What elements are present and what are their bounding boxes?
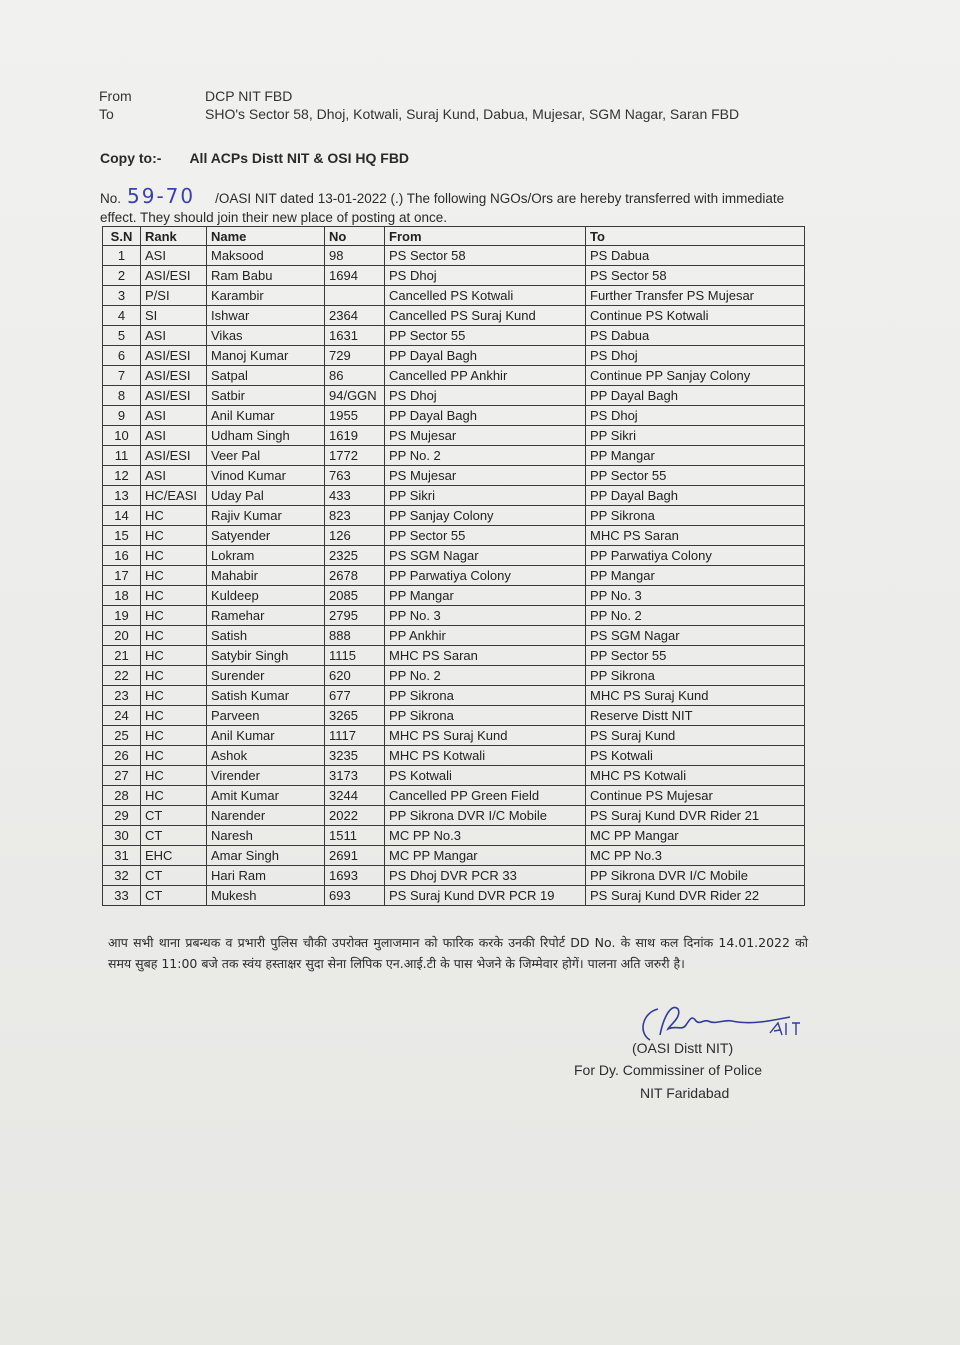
cell-name: Parveen bbox=[207, 706, 325, 726]
table-row bbox=[103, 826, 805, 846]
cell-from: Cancelled PS Kotwali bbox=[385, 286, 586, 306]
cell-no: 2022 bbox=[325, 806, 385, 826]
cell-to: Reserve Distt NIT bbox=[586, 706, 805, 726]
col-header-rank: Rank bbox=[141, 227, 207, 246]
cell-to: PS Suraj Kund bbox=[586, 726, 805, 746]
cell-from: PS Sector 58 bbox=[385, 246, 586, 266]
cell-from: PP No. 2 bbox=[385, 446, 586, 466]
table-row bbox=[103, 586, 805, 606]
cell-sn: 31 bbox=[103, 846, 141, 866]
cell-name: Satpal bbox=[207, 366, 325, 386]
cell-no: 3265 bbox=[325, 706, 385, 726]
copy-label: Copy to:- bbox=[100, 150, 162, 166]
cell-rank: EHC bbox=[141, 846, 207, 866]
from-line bbox=[99, 88, 292, 104]
cell-sn: 33 bbox=[103, 886, 141, 906]
cell-no: 94/GGN bbox=[325, 386, 385, 406]
cell-to: PP Sikri bbox=[586, 426, 805, 446]
cell-sn: 18 bbox=[103, 586, 141, 606]
table-row bbox=[103, 786, 805, 806]
table-row bbox=[103, 886, 805, 906]
cell-no: 1693 bbox=[325, 866, 385, 886]
col-header-no: No bbox=[325, 227, 385, 246]
ref-no-handwritten: 59-70 bbox=[127, 184, 196, 208]
cell-rank: HC bbox=[141, 666, 207, 686]
table-row bbox=[103, 286, 805, 306]
cell-to: PP Sikrona bbox=[586, 666, 805, 686]
cell-to: PP Mangar bbox=[586, 446, 805, 466]
cell-to: MHC PS Suraj Kund bbox=[586, 686, 805, 706]
cell-name: Vinod Kumar bbox=[207, 466, 325, 486]
cell-sn: 27 bbox=[103, 766, 141, 786]
cell-name: Vikas bbox=[207, 326, 325, 346]
table-row bbox=[103, 626, 805, 646]
cell-from: PS Kotwali bbox=[385, 766, 586, 786]
cell-name: Karambir bbox=[207, 286, 325, 306]
table-row bbox=[103, 866, 805, 886]
cell-sn: 19 bbox=[103, 606, 141, 626]
cell-sn: 23 bbox=[103, 686, 141, 706]
cell-to: PS Suraj Kund DVR Rider 22 bbox=[586, 886, 805, 906]
signature-office: For Dy. Commissiner of Police bbox=[574, 1062, 763, 1078]
cell-name: Ishwar bbox=[207, 306, 325, 326]
cell-no: 2795 bbox=[325, 606, 385, 626]
cell-sn: 17 bbox=[103, 566, 141, 586]
cell-from: PP Parwatiya Colony bbox=[385, 566, 586, 586]
cell-no: 2325 bbox=[325, 546, 385, 566]
cell-no: 1511 bbox=[325, 826, 385, 846]
cell-to: MHC PS Kotwali bbox=[586, 766, 805, 786]
cell-rank: HC bbox=[141, 566, 207, 586]
table-row bbox=[103, 566, 805, 586]
cell-name: Virender bbox=[207, 766, 325, 786]
cell-to: PS Kotwali bbox=[586, 746, 805, 766]
cell-no: 1694 bbox=[325, 266, 385, 286]
cell-from: PS Mujesar bbox=[385, 466, 586, 486]
cell-to: Continue PS Mujesar bbox=[586, 786, 805, 806]
cell-rank: ASI bbox=[141, 406, 207, 426]
cell-sn: 16 bbox=[103, 546, 141, 566]
cell-to: MC PP Mangar bbox=[586, 826, 805, 846]
cell-no: 2085 bbox=[325, 586, 385, 606]
cell-from: PP Mangar bbox=[385, 586, 586, 606]
table-row bbox=[103, 706, 805, 726]
cell-name: Mahabir bbox=[207, 566, 325, 586]
cell-no bbox=[325, 286, 385, 306]
cell-rank: ASI bbox=[141, 466, 207, 486]
cell-sn: 25 bbox=[103, 726, 141, 746]
cell-rank: HC bbox=[141, 506, 207, 526]
cell-no: 126 bbox=[325, 526, 385, 546]
cell-to: PP No. 2 bbox=[586, 606, 805, 626]
cell-to: PP Sikrona bbox=[586, 506, 805, 526]
table-row bbox=[103, 726, 805, 746]
cell-no: 1772 bbox=[325, 446, 385, 466]
col-header-name: Name bbox=[207, 227, 325, 246]
table-row bbox=[103, 426, 805, 446]
table-row bbox=[103, 306, 805, 326]
table-row bbox=[103, 806, 805, 826]
cell-no: 3235 bbox=[325, 746, 385, 766]
cell-rank: ASI bbox=[141, 326, 207, 346]
cell-sn: 10 bbox=[103, 426, 141, 446]
table-body bbox=[103, 246, 805, 906]
transfer-table bbox=[102, 226, 805, 906]
table-row bbox=[103, 326, 805, 346]
cell-rank: ASI/ESI bbox=[141, 366, 207, 386]
cell-no: 1115 bbox=[325, 646, 385, 666]
cell-to: PS SGM Nagar bbox=[586, 626, 805, 646]
table-row bbox=[103, 646, 805, 666]
cell-sn: 1 bbox=[103, 246, 141, 266]
cell-name: Satyender bbox=[207, 526, 325, 546]
cell-name: Uday Pal bbox=[207, 486, 325, 506]
cell-to: PS Dhoj bbox=[586, 346, 805, 366]
cell-rank: ASI/ESI bbox=[141, 346, 207, 366]
cell-rank: HC bbox=[141, 606, 207, 626]
cell-from: PP Dayal Bagh bbox=[385, 406, 586, 426]
cell-to: PP Sector 55 bbox=[586, 646, 805, 666]
cell-rank: ASI/ESI bbox=[141, 266, 207, 286]
cell-to: Further Transfer PS Mujesar bbox=[586, 286, 805, 306]
from-value: DCP NIT FBD bbox=[205, 88, 293, 104]
table-row bbox=[103, 346, 805, 366]
cell-name: Surender bbox=[207, 666, 325, 686]
cell-sn: 12 bbox=[103, 466, 141, 486]
cell-name: Ramehar bbox=[207, 606, 325, 626]
cell-to: PS Dabua bbox=[586, 246, 805, 266]
col-header-to: To bbox=[586, 227, 805, 246]
cell-from: PP Sector 55 bbox=[385, 326, 586, 346]
cell-from: Cancelled PP Ankhir bbox=[385, 366, 586, 386]
cell-to: PP Mangar bbox=[586, 566, 805, 586]
cell-name: Manoj Kumar bbox=[207, 346, 325, 366]
cell-rank: HC bbox=[141, 766, 207, 786]
table-row bbox=[103, 366, 805, 386]
cell-rank: HC bbox=[141, 646, 207, 666]
cell-rank: HC bbox=[141, 586, 207, 606]
cell-no: 729 bbox=[325, 346, 385, 366]
ref-text: /OASI NIT dated 13-01-2022 (.) The following NGOs/Ors are hereby transferred with immediate effect. They should join their new place of posting at once. bbox=[100, 191, 785, 225]
cell-rank: HC bbox=[141, 546, 207, 566]
cell-sn: 6 bbox=[103, 346, 141, 366]
cell-rank: CT bbox=[141, 806, 207, 826]
table-row bbox=[103, 526, 805, 546]
table-row bbox=[103, 466, 805, 486]
table-row bbox=[103, 486, 805, 506]
cell-from: MHC PS Suraj Kund bbox=[385, 726, 586, 746]
table-row bbox=[103, 506, 805, 526]
cell-to: Continue PP Sanjay Colony bbox=[586, 366, 805, 386]
cell-name: Kuldeep bbox=[207, 586, 325, 606]
cell-to: PS Suraj Kund DVR Rider 21 bbox=[586, 806, 805, 826]
cell-rank: HC bbox=[141, 526, 207, 546]
cell-from: PP Sikrona bbox=[385, 706, 586, 726]
cell-from: PP Dayal Bagh bbox=[385, 346, 586, 366]
table-row bbox=[103, 446, 805, 466]
cell-sn: 21 bbox=[103, 646, 141, 666]
cell-name: Naresh bbox=[207, 826, 325, 846]
order-reference bbox=[100, 184, 800, 227]
cell-rank: CT bbox=[141, 826, 207, 846]
cell-from: MC PP No.3 bbox=[385, 826, 586, 846]
instruction-hindi: आप सभी थाना प्रबन्धक व प्रभारी पुलिस चौकी उपरोक्त मुलाजमान को फारिक करके उनकी रिपोर्ट DD No. के साथ कल दिनांक 14.01.2022 को समय सुबह 11:00 बजे तक स्वंय हस्ताक्षर सुदा सेना लिपिक एन.आई.टी के पास भेजने के जिम्मेवार होगें। पालना अति जरुरी है। bbox=[108, 935, 808, 971]
cell-from: PS Dhoj bbox=[385, 386, 586, 406]
table-row bbox=[103, 606, 805, 626]
cell-sn: 11 bbox=[103, 446, 141, 466]
cell-sn: 7 bbox=[103, 366, 141, 386]
cell-no: 1631 bbox=[325, 326, 385, 346]
cell-from: MHC PS Saran bbox=[385, 646, 586, 666]
cell-no: 2678 bbox=[325, 566, 385, 586]
cell-rank: SI bbox=[141, 306, 207, 326]
cell-to: PS Dabua bbox=[586, 326, 805, 346]
cell-name: Maksood bbox=[207, 246, 325, 266]
cell-from: PS Dhoj DVR PCR 33 bbox=[385, 866, 586, 886]
cell-to: MHC PS Saran bbox=[586, 526, 805, 546]
cell-name: Satybir Singh bbox=[207, 646, 325, 666]
cell-rank: HC bbox=[141, 686, 207, 706]
from-label: From bbox=[99, 88, 132, 104]
ref-no-label: No. bbox=[100, 191, 122, 206]
cell-sn: 20 bbox=[103, 626, 141, 646]
copy-value: All ACPs Distt NIT & OSI HQ FBD bbox=[189, 150, 410, 166]
cell-to: PP Sikrona DVR I/C Mobile bbox=[586, 866, 805, 886]
cell-name: Amit Kumar bbox=[207, 786, 325, 806]
cell-to: PP Dayal Bagh bbox=[586, 386, 805, 406]
cell-sn: 32 bbox=[103, 866, 141, 886]
cell-sn: 2 bbox=[103, 266, 141, 286]
cell-rank: P/SI bbox=[141, 286, 207, 306]
copy-to-line bbox=[100, 150, 409, 166]
cell-name: Narender bbox=[207, 806, 325, 826]
cell-rank: ASI bbox=[141, 426, 207, 446]
col-header-from: From bbox=[385, 227, 586, 246]
cell-no: 823 bbox=[325, 506, 385, 526]
table-row bbox=[103, 766, 805, 786]
cell-from: PP Sector 55 bbox=[385, 526, 586, 546]
cell-name: Udham Singh bbox=[207, 426, 325, 446]
cell-sn: 22 bbox=[103, 666, 141, 686]
cell-no: 763 bbox=[325, 466, 385, 486]
table-row bbox=[103, 406, 805, 426]
cell-from: PP Sikrona bbox=[385, 686, 586, 706]
cell-no: 98 bbox=[325, 246, 385, 266]
table-row bbox=[103, 266, 805, 286]
cell-sn: 24 bbox=[103, 706, 141, 726]
table-row bbox=[103, 746, 805, 766]
cell-rank: HC bbox=[141, 626, 207, 646]
cell-sn: 30 bbox=[103, 826, 141, 846]
cell-rank: ASI/ESI bbox=[141, 446, 207, 466]
cell-no: 677 bbox=[325, 686, 385, 706]
table-row bbox=[103, 546, 805, 566]
cell-sn: 26 bbox=[103, 746, 141, 766]
signature-location: NIT Faridabad bbox=[640, 1085, 730, 1101]
cell-rank: CT bbox=[141, 866, 207, 886]
cell-no: 433 bbox=[325, 486, 385, 506]
cell-sn: 8 bbox=[103, 386, 141, 406]
table-row bbox=[103, 846, 805, 866]
cell-to: PS Sector 58 bbox=[586, 266, 805, 286]
table-row bbox=[103, 666, 805, 686]
cell-name: Ram Babu bbox=[207, 266, 325, 286]
table-row bbox=[103, 686, 805, 706]
cell-no: 1117 bbox=[325, 726, 385, 746]
signature-designation: (OASI Distt NIT) bbox=[632, 1040, 734, 1056]
cell-to: PP Dayal Bagh bbox=[586, 486, 805, 506]
cell-name: Hari Ram bbox=[207, 866, 325, 886]
table-row bbox=[103, 246, 805, 266]
cell-sn: 13 bbox=[103, 486, 141, 506]
cell-rank: HC bbox=[141, 786, 207, 806]
cell-from: PS Dhoj bbox=[385, 266, 586, 286]
cell-from: MC PP Mangar bbox=[385, 846, 586, 866]
cell-name: Rajiv Kumar bbox=[207, 506, 325, 526]
cell-to: MC PP No.3 bbox=[586, 846, 805, 866]
cell-from: Cancelled PS Suraj Kund bbox=[385, 306, 586, 326]
cell-name: Anil Kumar bbox=[207, 726, 325, 746]
cell-from: Cancelled PP Green Field bbox=[385, 786, 586, 806]
cell-name: Mukesh bbox=[207, 886, 325, 906]
cell-name: Satbir bbox=[207, 386, 325, 406]
cell-to: PS Dhoj bbox=[586, 406, 805, 426]
cell-no: 1955 bbox=[325, 406, 385, 426]
cell-sn: 15 bbox=[103, 526, 141, 546]
cell-sn: 9 bbox=[103, 406, 141, 426]
cell-no: 2364 bbox=[325, 306, 385, 326]
cell-no: 3173 bbox=[325, 766, 385, 786]
col-header-sn: S.N bbox=[103, 227, 141, 246]
to-line bbox=[99, 106, 739, 122]
cell-to: PP Sector 55 bbox=[586, 466, 805, 486]
cell-rank: HC/EASI bbox=[141, 486, 207, 506]
cell-rank: HC bbox=[141, 746, 207, 766]
cell-rank: ASI/ESI bbox=[141, 386, 207, 406]
cell-from: PS Suraj Kund DVR PCR 19 bbox=[385, 886, 586, 906]
cell-name: Amar Singh bbox=[207, 846, 325, 866]
table-row bbox=[103, 386, 805, 406]
cell-sn: 14 bbox=[103, 506, 141, 526]
cell-no: 3244 bbox=[325, 786, 385, 806]
cell-no: 693 bbox=[325, 886, 385, 906]
cell-name: Satish Kumar bbox=[207, 686, 325, 706]
cell-from: PP Sikri bbox=[385, 486, 586, 506]
cell-sn: 28 bbox=[103, 786, 141, 806]
cell-to: Continue PS Kotwali bbox=[586, 306, 805, 326]
cell-sn: 4 bbox=[103, 306, 141, 326]
cell-from: PS Mujesar bbox=[385, 426, 586, 446]
cell-to: PP Parwatiya Colony bbox=[586, 546, 805, 566]
cell-name: Ashok bbox=[207, 746, 325, 766]
cell-no: 1619 bbox=[325, 426, 385, 446]
cell-no: 2691 bbox=[325, 846, 385, 866]
table-header-row bbox=[103, 227, 805, 246]
cell-rank: CT bbox=[141, 886, 207, 906]
cell-name: Lokram bbox=[207, 546, 325, 566]
to-label: To bbox=[99, 106, 114, 122]
cell-sn: 29 bbox=[103, 806, 141, 826]
cell-rank: HC bbox=[141, 706, 207, 726]
cell-sn: 3 bbox=[103, 286, 141, 306]
cell-from: PP Ankhir bbox=[385, 626, 586, 646]
cell-no: 888 bbox=[325, 626, 385, 646]
cell-from: PP No. 3 bbox=[385, 606, 586, 626]
cell-sn: 5 bbox=[103, 326, 141, 346]
cell-from: PP Sanjay Colony bbox=[385, 506, 586, 526]
to-value: SHO's Sector 58, Dhoj, Kotwali, Suraj Kund, Dabua, Mujesar, SGM Nagar, Saran FBD bbox=[205, 106, 740, 122]
cell-name: Satish bbox=[207, 626, 325, 646]
cell-from: PP No. 2 bbox=[385, 666, 586, 686]
cell-no: 86 bbox=[325, 366, 385, 386]
cell-from: MHC PS Kotwali bbox=[385, 746, 586, 766]
cell-name: Veer Pal bbox=[207, 446, 325, 466]
cell-rank: ASI bbox=[141, 246, 207, 266]
cell-from: PP Sikrona DVR I/C Mobile bbox=[385, 806, 586, 826]
cell-no: 620 bbox=[325, 666, 385, 686]
cell-from: PS SGM Nagar bbox=[385, 546, 586, 566]
cell-to: PP No. 3 bbox=[586, 586, 805, 606]
cell-name: Anil Kumar bbox=[207, 406, 325, 426]
cell-rank: HC bbox=[141, 726, 207, 746]
